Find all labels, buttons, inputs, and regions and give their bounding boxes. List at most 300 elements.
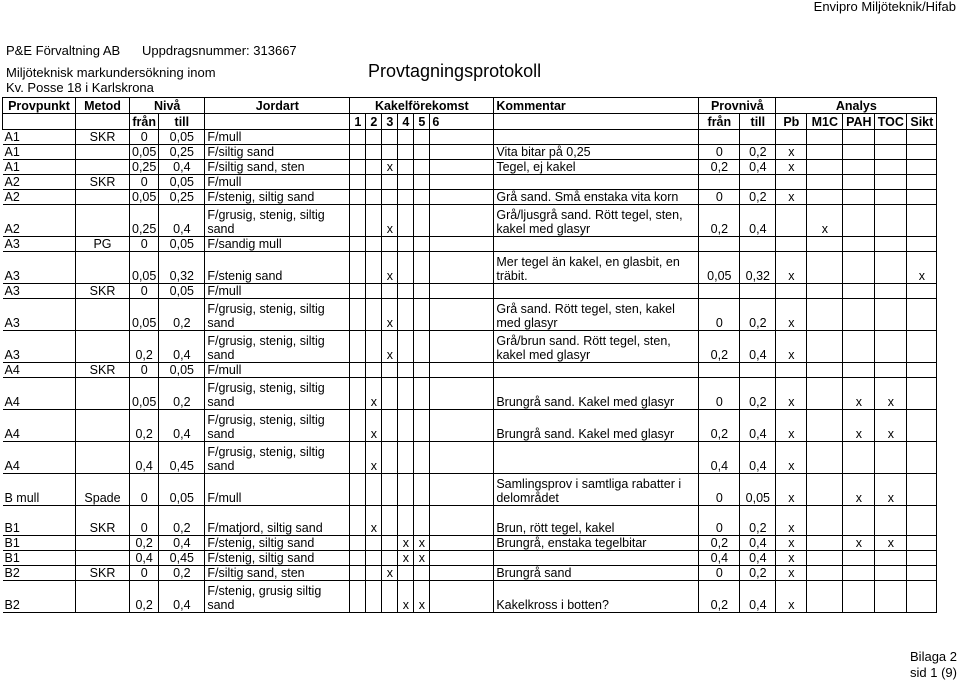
cell-prov-fran: 0,2 [699, 205, 740, 237]
cell-metod [76, 160, 130, 175]
cell-pah [843, 130, 875, 145]
table-body [3, 130, 937, 613]
cell-pah [843, 299, 875, 331]
sub-blank-2 [76, 114, 130, 130]
cell-toc [875, 299, 907, 331]
cell-kakel-3: x [382, 205, 398, 237]
cell-prov-fran [699, 284, 740, 299]
table-row [3, 175, 937, 190]
cell-kakel-1 [350, 536, 366, 551]
sub-kakel-2: 2 [366, 114, 382, 130]
cell-kakel-2 [366, 299, 382, 331]
cell-provpunkt: A3 [3, 299, 76, 331]
cell-kommentar: Vita bitar på 0,25 [494, 145, 699, 160]
cell-prov-fran: 0 [699, 474, 740, 506]
client: P&E Förvaltning AB [6, 43, 121, 58]
cell-kakel-2 [366, 190, 382, 205]
cell-kommentar: Brungrå sand [494, 566, 699, 581]
cell-m1c [807, 581, 843, 613]
cell-sikt [907, 551, 937, 566]
cell-niva-till: 0,4 [159, 331, 205, 363]
cell-kakel-6 [430, 331, 494, 363]
cell-kakel-2 [366, 160, 382, 175]
cell-pah [843, 284, 875, 299]
cell-kakel-5 [414, 566, 430, 581]
cell-provpunkt: A3 [3, 252, 76, 284]
table-row [3, 474, 937, 506]
cell-kakel-5 [414, 474, 430, 506]
cell-kakel-3 [382, 581, 398, 613]
company-name: Envipro Miljöteknik/Hifab [813, 0, 956, 14]
cell-prov-fran: 0,05 [699, 252, 740, 284]
cell-prov-till: 0,4 [740, 331, 776, 363]
cell-prov-fran [699, 506, 740, 521]
cell-pah [843, 331, 875, 363]
table-row [3, 506, 937, 521]
cell-metod: SKR [76, 175, 130, 190]
table-row [3, 331, 937, 363]
cell-jordart [205, 506, 350, 521]
cell-kommentar [494, 506, 699, 521]
cell-metod [76, 252, 130, 284]
cell-kakel-2 [366, 252, 382, 284]
cell-toc [875, 442, 907, 474]
cell-kommentar [494, 551, 699, 566]
cell-kakel-2: x [366, 410, 382, 442]
cell-niva-till: 0,25 [159, 190, 205, 205]
cell-toc: x [875, 474, 907, 506]
cell-kakel-3: x [382, 299, 398, 331]
cell-kommentar: Grå/ljusgrå sand. Rött tegel, sten, kakel med glasyr [494, 205, 699, 237]
cell-sikt [907, 410, 937, 442]
cell-provpunkt [3, 506, 76, 521]
cell-jordart: F/matjord, siltig sand [205, 521, 350, 536]
cell-metod [76, 190, 130, 205]
cell-niva-till: 0,32 [159, 252, 205, 284]
page-number: sid 1 (9) [910, 665, 957, 680]
assignment-number: Uppdragsnummer: 313667 [142, 43, 297, 58]
cell-kakel-4 [398, 190, 414, 205]
cell-kakel-4 [398, 566, 414, 581]
cell-niva-till [159, 506, 205, 521]
cell-jordart: F/siltig sand [205, 145, 350, 160]
cell-kakel-4 [398, 363, 414, 378]
sub-blank-4 [494, 114, 699, 130]
cell-niva-fran: 0,2 [130, 410, 159, 442]
cell-metod: SKR [76, 284, 130, 299]
cell-kakel-5 [414, 378, 430, 410]
table-row [3, 442, 937, 474]
cell-pah: x [843, 378, 875, 410]
cell-pb [776, 363, 807, 378]
cell-metod [76, 442, 130, 474]
cell-pb: x [776, 331, 807, 363]
cell-pah [843, 442, 875, 474]
cell-metod [76, 506, 130, 521]
cell-kakel-6 [430, 551, 494, 566]
table-row [3, 410, 937, 442]
cell-prov-till: 0,32 [740, 252, 776, 284]
cell-kakel-6 [430, 474, 494, 506]
cell-kakel-1 [350, 331, 366, 363]
cell-m1c [807, 331, 843, 363]
cell-sikt [907, 130, 937, 145]
cell-provpunkt: A4 [3, 410, 76, 442]
cell-kommentar: Mer tegel än kakel, en glasbit, en träbit. [494, 252, 699, 284]
cell-kakel-3: x [382, 331, 398, 363]
cell-kakel-6 [430, 252, 494, 284]
cell-m1c [807, 363, 843, 378]
cell-kakel-2 [366, 331, 382, 363]
cell-kakel-4 [398, 252, 414, 284]
cell-pb [776, 130, 807, 145]
cell-kakel-1 [350, 175, 366, 190]
cell-kakel-2 [366, 581, 382, 613]
cell-m1c [807, 551, 843, 566]
cell-niva-fran: 0 [130, 363, 159, 378]
cell-kakel-6 [430, 190, 494, 205]
cell-m1c [807, 521, 843, 536]
cell-niva-fran: 0,2 [130, 536, 159, 551]
cell-sikt [907, 363, 937, 378]
cell-pah: x [843, 410, 875, 442]
cell-prov-till [740, 284, 776, 299]
cell-kakel-1 [350, 190, 366, 205]
cell-kakel-1 [350, 252, 366, 284]
cell-prov-fran: 0,2 [699, 536, 740, 551]
sub-m1c: M1C [807, 114, 843, 130]
cell-jordart: F/mull [205, 175, 350, 190]
sub-niva-fran: från [130, 114, 159, 130]
cell-niva-fran: 0 [130, 130, 159, 145]
cell-prov-fran [699, 130, 740, 145]
cell-prov-till: 0,2 [740, 145, 776, 160]
cell-kommentar [494, 175, 699, 190]
cell-pb: x [776, 536, 807, 551]
cell-niva-till: 0,2 [159, 299, 205, 331]
cell-sikt [907, 566, 937, 581]
cell-prov-fran: 0 [699, 521, 740, 536]
cell-sikt [907, 284, 937, 299]
cell-kommentar: Samlingsprov i samtliga rabatter i delområdet [494, 474, 699, 506]
cell-kakel-3 [382, 410, 398, 442]
cell-kakel-3 [382, 506, 398, 521]
cell-metod [76, 205, 130, 237]
cell-niva-till: 0,45 [159, 442, 205, 474]
cell-m1c [807, 442, 843, 474]
cell-kakel-5 [414, 363, 430, 378]
cell-kakel-1 [350, 410, 366, 442]
cell-prov-till [740, 130, 776, 145]
cell-niva-till: 0,4 [159, 205, 205, 237]
table-row [3, 237, 937, 252]
cell-niva-fran: 0 [130, 175, 159, 190]
cell-kakel-6 [430, 130, 494, 145]
cell-pah [843, 145, 875, 160]
cell-kakel-5 [414, 331, 430, 363]
cell-kakel-4 [398, 521, 414, 536]
cell-kakel-6 [430, 160, 494, 175]
cell-kakel-6 [430, 581, 494, 613]
table-row [3, 581, 937, 613]
sub-sikt: Sikt [907, 114, 937, 130]
cell-pb [776, 175, 807, 190]
cell-prov-till: 0,4 [740, 442, 776, 474]
cell-pah [843, 252, 875, 284]
cell-prov-fran: 0 [699, 566, 740, 581]
cell-metod: SKR [76, 130, 130, 145]
cell-provpunkt: A3 [3, 237, 76, 252]
cell-niva-till: 0,05 [159, 130, 205, 145]
cell-kakel-6 [430, 536, 494, 551]
cell-toc [875, 363, 907, 378]
cell-kakel-4 [398, 410, 414, 442]
col-niva: Nivå [130, 98, 205, 114]
cell-kakel-3 [382, 442, 398, 474]
cell-prov-fran: 0,2 [699, 160, 740, 175]
cell-niva-till: 0,05 [159, 237, 205, 252]
cell-m1c [807, 410, 843, 442]
cell-jordart: F/grusig, stenig, siltig sand [205, 442, 350, 474]
sub-pb: Pb [776, 114, 807, 130]
cell-kakel-4 [398, 160, 414, 175]
cell-kakel-3 [382, 284, 398, 299]
cell-jordart: F/mull [205, 284, 350, 299]
cell-provpunkt: B1 [3, 536, 76, 551]
cell-kakel-2: x [366, 442, 382, 474]
table-row [3, 205, 937, 237]
cell-kakel-2 [366, 474, 382, 506]
cell-prov-fran: 0 [699, 145, 740, 160]
cell-niva-fran: 0,05 [130, 145, 159, 160]
cell-toc [875, 252, 907, 284]
cell-kommentar: Brungrå, enstaka tegelbitar [494, 536, 699, 551]
cell-niva-till: 0,05 [159, 474, 205, 506]
cell-m1c [807, 506, 843, 521]
cell-pb: x [776, 160, 807, 175]
cell-metod [76, 551, 130, 566]
cell-pah [843, 506, 875, 521]
cell-provpunkt: A4 [3, 442, 76, 474]
cell-metod: SKR [76, 363, 130, 378]
cell-kakel-4 [398, 442, 414, 474]
cell-kakel-3 [382, 237, 398, 252]
cell-kakel-3 [382, 378, 398, 410]
cell-prov-till [740, 363, 776, 378]
cell-toc [875, 284, 907, 299]
cell-jordart: F/sandig mull [205, 237, 350, 252]
cell-sikt [907, 506, 937, 521]
cell-kakel-3: x [382, 566, 398, 581]
sub-kakel-6: 6 [430, 114, 494, 130]
cell-m1c [807, 130, 843, 145]
cell-provpunkt: A4 [3, 378, 76, 410]
cell-pb: x [776, 252, 807, 284]
cell-toc [875, 566, 907, 581]
cell-m1c [807, 536, 843, 551]
cell-sikt [907, 581, 937, 613]
cell-metod [76, 145, 130, 160]
cell-provpunkt: A2 [3, 190, 76, 205]
cell-toc [875, 331, 907, 363]
table-row [3, 145, 937, 160]
cell-m1c [807, 378, 843, 410]
cell-pah [843, 205, 875, 237]
cell-pah [843, 237, 875, 252]
sub-kakel-1: 1 [350, 114, 366, 130]
table-row [3, 521, 937, 536]
cell-pb [776, 205, 807, 237]
cell-kommentar: Grå sand. Små enstaka vita korn [494, 190, 699, 205]
cell-provpunkt: A1 [3, 160, 76, 175]
cell-provpunkt: B2 [3, 566, 76, 581]
cell-kakel-3 [382, 551, 398, 566]
cell-kakel-6 [430, 566, 494, 581]
cell-prov-fran [699, 363, 740, 378]
cell-kakel-1 [350, 521, 366, 536]
cell-kakel-6 [430, 145, 494, 160]
cell-jordart: F/stenig, siltig sand [205, 551, 350, 566]
cell-provpunkt: A1 [3, 145, 76, 160]
cell-pb: x [776, 145, 807, 160]
cell-kakel-1 [350, 581, 366, 613]
cell-kommentar: Brun, rött tegel, kakel [494, 521, 699, 536]
sub-kakel-4: 4 [398, 114, 414, 130]
cell-prov-till [740, 237, 776, 252]
cell-kakel-5 [414, 190, 430, 205]
cell-kakel-5 [414, 145, 430, 160]
cell-prov-fran [699, 175, 740, 190]
cell-kakel-6 [430, 363, 494, 378]
cell-toc [875, 506, 907, 521]
cell-kakel-2 [366, 145, 382, 160]
cell-kakel-2 [366, 237, 382, 252]
cell-sikt [907, 474, 937, 506]
cell-kakel-2 [366, 363, 382, 378]
cell-toc [875, 190, 907, 205]
cell-niva-till: 0,4 [159, 581, 205, 613]
cell-m1c [807, 299, 843, 331]
cell-toc [875, 551, 907, 566]
cell-pb: x [776, 474, 807, 506]
sub-toc: TOC [875, 114, 907, 130]
cell-kommentar: Grå/brun sand. Rött tegel, sten, kakel med glasyr [494, 331, 699, 363]
cell-m1c [807, 284, 843, 299]
cell-jordart: F/stenig, grusig siltig sand [205, 581, 350, 613]
cell-niva-fran: 0 [130, 566, 159, 581]
cell-kommentar [494, 130, 699, 145]
cell-m1c [807, 566, 843, 581]
cell-niva-till: 0,25 [159, 145, 205, 160]
cell-prov-fran: 0 [699, 190, 740, 205]
cell-niva-fran [130, 506, 159, 521]
cell-kakel-6 [430, 506, 494, 521]
cell-kakel-1 [350, 363, 366, 378]
table-row [3, 363, 937, 378]
cell-metod [76, 331, 130, 363]
cell-kommentar: Brungrå sand. Kakel med glasyr [494, 378, 699, 410]
cell-prov-till: 0,4 [740, 205, 776, 237]
cell-toc: x [875, 536, 907, 551]
cell-kakel-2 [366, 551, 382, 566]
cell-kakel-2 [366, 536, 382, 551]
cell-kommentar [494, 237, 699, 252]
sub-kakel-3: 3 [382, 114, 398, 130]
cell-metod [76, 581, 130, 613]
col-jordart: Jordart [205, 98, 350, 114]
cell-kakel-2: x [366, 521, 382, 536]
cell-pb: x [776, 190, 807, 205]
cell-kakel-5 [414, 175, 430, 190]
cell-kakel-4 [398, 378, 414, 410]
cell-m1c [807, 190, 843, 205]
cell-toc [875, 581, 907, 613]
cell-kakel-5 [414, 442, 430, 474]
cell-m1c [807, 252, 843, 284]
cell-kakel-1 [350, 205, 366, 237]
cell-kakel-4 [398, 205, 414, 237]
cell-toc [875, 521, 907, 536]
cell-niva-till: 0,45 [159, 551, 205, 566]
cell-m1c [807, 237, 843, 252]
header-row-2 [3, 114, 937, 130]
cell-niva-fran: 0,4 [130, 442, 159, 474]
cell-sikt [907, 536, 937, 551]
cell-provpunkt: A1 [3, 130, 76, 145]
cell-sikt [907, 190, 937, 205]
cell-kakel-1 [350, 145, 366, 160]
appendix-label: Bilaga 2 [910, 649, 957, 664]
cell-metod [76, 378, 130, 410]
cell-kakel-1 [350, 160, 366, 175]
cell-kakel-2 [366, 130, 382, 145]
cell-pah [843, 581, 875, 613]
cell-pah [843, 175, 875, 190]
cell-kakel-5 [414, 299, 430, 331]
cell-niva-fran: 0 [130, 284, 159, 299]
table-row [3, 551, 937, 566]
cell-prov-fran: 0,2 [699, 581, 740, 613]
cell-jordart: F/grusig, stenig, siltig sand [205, 299, 350, 331]
cell-prov-till: 0,4 [740, 551, 776, 566]
table-row [3, 536, 937, 551]
cell-kakel-2 [366, 566, 382, 581]
cell-sikt [907, 299, 937, 331]
cell-kommentar: Grå sand. Rött tegel, sten, kakel med glasyr [494, 299, 699, 331]
sub-prov-fran: från [699, 114, 740, 130]
cell-pah [843, 566, 875, 581]
cell-kakel-2 [366, 284, 382, 299]
cell-niva-fran: 0,05 [130, 190, 159, 205]
cell-niva-till: 0,4 [159, 160, 205, 175]
cell-jordart: F/mull [205, 363, 350, 378]
cell-pb: x [776, 566, 807, 581]
cell-prov-till: 0,2 [740, 378, 776, 410]
cell-kakel-4 [398, 299, 414, 331]
cell-kakel-4 [398, 284, 414, 299]
cell-metod [76, 299, 130, 331]
col-kommentar: Kommentar [494, 98, 699, 114]
cell-kakel-6 [430, 442, 494, 474]
cell-kakel-4 [398, 130, 414, 145]
cell-kakel-5 [414, 130, 430, 145]
cell-prov-fran [699, 237, 740, 252]
cell-prov-till [740, 175, 776, 190]
cell-kakel-3: x [382, 160, 398, 175]
cell-kakel-1 [350, 299, 366, 331]
cell-sikt [907, 378, 937, 410]
cell-kakel-5 [414, 410, 430, 442]
